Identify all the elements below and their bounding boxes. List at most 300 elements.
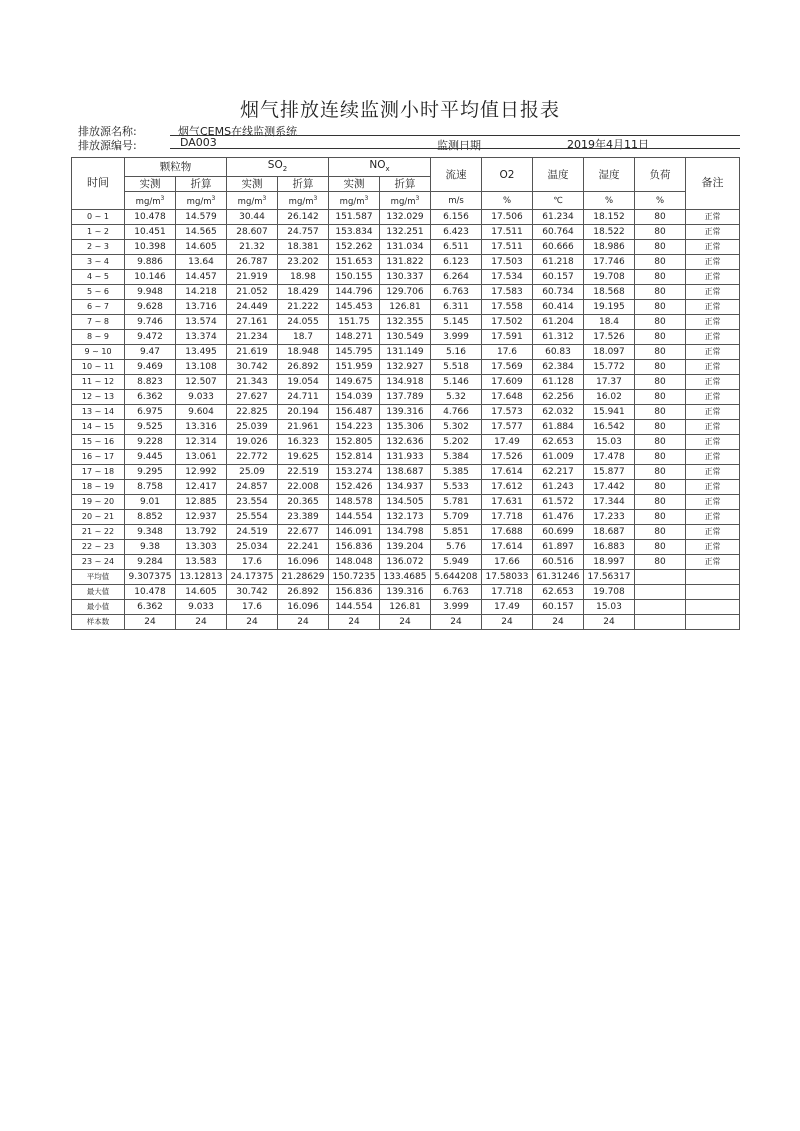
table-cell: 17.66: [482, 554, 533, 569]
table-cell: 9.01: [125, 494, 176, 509]
table-cell: 154.223: [329, 419, 380, 434]
table-row: [72, 479, 740, 494]
table-cell: 138.687: [380, 464, 431, 479]
table-cell: 80: [635, 509, 686, 524]
table-cell: 16.096: [278, 599, 329, 614]
table-cell: 130.337: [380, 269, 431, 284]
table-cell: 9.469: [125, 359, 176, 374]
table-cell: 24.519: [227, 524, 278, 539]
table-cell: 14.605: [176, 584, 227, 599]
unit-o2: %: [482, 192, 533, 210]
table-cell: 9.295: [125, 464, 176, 479]
table-cell: 144.554: [329, 509, 380, 524]
table-cell: 61.572: [533, 494, 584, 509]
table-cell: 80: [635, 224, 686, 239]
table-cell: 9.228: [125, 434, 176, 449]
stat-row: [72, 614, 740, 629]
table-cell: 80: [635, 344, 686, 359]
stat-row: [72, 599, 740, 614]
table-cell: 156.836: [329, 584, 380, 599]
header-so2-converted: 折算: [278, 177, 329, 192]
table-cell: 80: [635, 209, 686, 224]
table-cell: 24: [584, 614, 635, 629]
table-cell: 正常: [686, 539, 740, 554]
table-cell: 60.83: [533, 344, 584, 359]
table-row-label: 22 ~ 23: [72, 539, 125, 554]
table-cell: 21.28629: [278, 569, 329, 584]
table-cell: 146.091: [329, 524, 380, 539]
table-cell: 22.519: [278, 464, 329, 479]
table-cell: 17.478: [584, 449, 635, 464]
table-cell: 27.161: [227, 314, 278, 329]
table-cell: 18.097: [584, 344, 635, 359]
table-cell: 152.805: [329, 434, 380, 449]
table-cell: [686, 599, 740, 614]
stat-row-label: 样本数: [72, 614, 125, 629]
stat-row: [72, 584, 740, 599]
unit-nox-converted: $mg/m^3$: [380, 192, 431, 210]
table-cell: 17.631: [482, 494, 533, 509]
table-cell: 正常: [686, 359, 740, 374]
table-cell: 9.284: [125, 554, 176, 569]
header-particulate: 颗粒物: [125, 158, 227, 177]
table-cell: 12.314: [176, 434, 227, 449]
table-row-label: 10 ~ 11: [72, 359, 125, 374]
table-cell: 133.4685: [380, 569, 431, 584]
table-row-label: 1 ~ 2: [72, 224, 125, 239]
table-cell: 131.149: [380, 344, 431, 359]
source-name-value: 烟气CEMS在线监测系统: [178, 125, 298, 138]
table-cell: 61.243: [533, 479, 584, 494]
table-row-label: 21 ~ 22: [72, 524, 125, 539]
table-cell: 5.202: [431, 434, 482, 449]
table-cell: 62.256: [533, 389, 584, 404]
table-cell: 6.123: [431, 254, 482, 269]
table-cell: 5.949: [431, 554, 482, 569]
table-row-label: 15 ~ 16: [72, 434, 125, 449]
table-cell: 13.716: [176, 299, 227, 314]
table-cell: 9.886: [125, 254, 176, 269]
table-cell: 5.709: [431, 509, 482, 524]
source-id-value: DA003: [180, 136, 217, 149]
table-cell: 148.578: [329, 494, 380, 509]
table-cell: 20.194: [278, 404, 329, 419]
table-cell: 6.511: [431, 239, 482, 254]
table-cell: 19.708: [584, 269, 635, 284]
table-cell: 30.742: [227, 359, 278, 374]
table-row-label: 13 ~ 14: [72, 404, 125, 419]
table-cell: 5.385: [431, 464, 482, 479]
table-cell: 17.511: [482, 239, 533, 254]
header-so2: $SO_2$: [227, 158, 329, 177]
table-cell: 6.362: [125, 389, 176, 404]
table-cell: 17.442: [584, 479, 635, 494]
table-cell: 5.145: [431, 314, 482, 329]
table-cell: 13.316: [176, 419, 227, 434]
table-cell: 17.511: [482, 224, 533, 239]
table-cell: 24.757: [278, 224, 329, 239]
table-cell: 61.128: [533, 374, 584, 389]
table-cell: 80: [635, 464, 686, 479]
table-cell: 23.202: [278, 254, 329, 269]
table-cell: 80: [635, 554, 686, 569]
table-cell: 13.583: [176, 554, 227, 569]
table-cell: 24: [329, 614, 380, 629]
table-cell: 24: [125, 614, 176, 629]
table-cell: 8.823: [125, 374, 176, 389]
table-cell: 80: [635, 419, 686, 434]
table-cell: 62.653: [533, 434, 584, 449]
header-nox-measured: 实测: [329, 177, 380, 192]
source-name-underline: [170, 135, 740, 136]
table-cell: 正常: [686, 344, 740, 359]
table-cell: [686, 614, 740, 629]
table-cell: 17.534: [482, 269, 533, 284]
table-cell: 6.311: [431, 299, 482, 314]
table-cell: 6.975: [125, 404, 176, 419]
table-cell: 17.569: [482, 359, 533, 374]
table-cell: 18.381: [278, 239, 329, 254]
table-row: [72, 344, 740, 359]
table-row: [72, 554, 740, 569]
table-cell: 14.218: [176, 284, 227, 299]
table-row-label: 5 ~ 6: [72, 284, 125, 299]
table-cell: 61.31246: [533, 569, 584, 584]
table-cell: 153.274: [329, 464, 380, 479]
table-cell: 80: [635, 539, 686, 554]
table-cell: 25.09: [227, 464, 278, 479]
table-cell: 正常: [686, 209, 740, 224]
table-cell: 6.763: [431, 584, 482, 599]
table-cell: 21.234: [227, 329, 278, 344]
table-cell: 25.034: [227, 539, 278, 554]
table-row-label: 16 ~ 17: [72, 449, 125, 464]
table-cell: 62.384: [533, 359, 584, 374]
table-row: [72, 524, 740, 539]
table-cell: 15.03: [584, 599, 635, 614]
table-cell: 5.533: [431, 479, 482, 494]
table-cell: 134.505: [380, 494, 431, 509]
table-cell: 27.627: [227, 389, 278, 404]
table-cell: 9.348: [125, 524, 176, 539]
table-cell: 25.039: [227, 419, 278, 434]
table-cell: 16.096: [278, 554, 329, 569]
table-row: [72, 359, 740, 374]
table-cell: 150.7235: [329, 569, 380, 584]
table-cell: 12.885: [176, 494, 227, 509]
table-cell: 151.653: [329, 254, 380, 269]
table-cell: 正常: [686, 449, 740, 464]
table-cell: 15.877: [584, 464, 635, 479]
table-row-label: 0 ~ 1: [72, 209, 125, 224]
table-cell: 6.156: [431, 209, 482, 224]
header-time: 时间: [72, 158, 125, 210]
table-cell: 17.37: [584, 374, 635, 389]
date-value: 2019年4月11日: [567, 138, 649, 151]
table-row: [72, 419, 740, 434]
table-row-label: 17 ~ 18: [72, 464, 125, 479]
table-cell: 60.516: [533, 554, 584, 569]
table-cell: 6.264: [431, 269, 482, 284]
unit-temp: ℃: [533, 192, 584, 210]
table-cell: 6.763: [431, 284, 482, 299]
table-cell: 17.648: [482, 389, 533, 404]
table-cell: 17.614: [482, 464, 533, 479]
table-cell: 145.795: [329, 344, 380, 359]
table-cell: 17.49: [482, 434, 533, 449]
table-row: [72, 239, 740, 254]
table-row-label: 12 ~ 13: [72, 389, 125, 404]
table-cell: 23.554: [227, 494, 278, 509]
table-cell: 5.851: [431, 524, 482, 539]
table-cell: 正常: [686, 419, 740, 434]
table-cell: 15.941: [584, 404, 635, 419]
table-row-label: 4 ~ 5: [72, 269, 125, 284]
table-cell: 9.604: [176, 404, 227, 419]
table-cell: 80: [635, 284, 686, 299]
table-cell: 28.607: [227, 224, 278, 239]
table-cell: 80: [635, 299, 686, 314]
table-cell: 26.787: [227, 254, 278, 269]
table-cell: 80: [635, 494, 686, 509]
table-row: [72, 464, 740, 479]
table-cell: 17.526: [584, 329, 635, 344]
table-cell: 24: [227, 614, 278, 629]
table-cell: 151.587: [329, 209, 380, 224]
source-id-label: 排放源编号:: [78, 139, 137, 152]
table-cell: 13.495: [176, 344, 227, 359]
table-cell: 80: [635, 434, 686, 449]
table-cell: 18.7: [278, 329, 329, 344]
unit-humidity: %: [584, 192, 635, 210]
table-cell: 131.933: [380, 449, 431, 464]
table-cell: 30.44: [227, 209, 278, 224]
table-cell: 61.218: [533, 254, 584, 269]
table-cell: 151.75: [329, 314, 380, 329]
table-cell: 3.999: [431, 599, 482, 614]
table-row: [72, 209, 740, 224]
unit-particulate-measured: $mg/m^3$: [125, 192, 176, 210]
table-row-label: 11 ~ 12: [72, 374, 125, 389]
table-cell: 152.426: [329, 479, 380, 494]
table-row-label: 23 ~ 24: [72, 554, 125, 569]
table-cell: 10.478: [125, 584, 176, 599]
table-cell: 80: [635, 329, 686, 344]
table-cell: 9.445: [125, 449, 176, 464]
table-cell: 正常: [686, 479, 740, 494]
table-cell: 144.554: [329, 599, 380, 614]
stat-row-label: 最小值: [72, 599, 125, 614]
table-row: [72, 314, 740, 329]
table-cell: 6.362: [125, 599, 176, 614]
table-row-label: 20 ~ 21: [72, 509, 125, 524]
table-cell: 62.217: [533, 464, 584, 479]
id-date-underline: [170, 148, 740, 149]
table-cell: 20.365: [278, 494, 329, 509]
table-cell: [635, 569, 686, 584]
table-cell: [635, 614, 686, 629]
table-cell: 18.986: [584, 239, 635, 254]
table-cell: 13.374: [176, 329, 227, 344]
table-cell: 5.302: [431, 419, 482, 434]
table-cell: 17.344: [584, 494, 635, 509]
table-cell: 18.152: [584, 209, 635, 224]
table-cell: 148.271: [329, 329, 380, 344]
table-cell: 13.64: [176, 254, 227, 269]
table-cell: 17.577: [482, 419, 533, 434]
table-cell: 15.772: [584, 359, 635, 374]
table-cell: 156.487: [329, 404, 380, 419]
table-cell: 21.619: [227, 344, 278, 359]
table-cell: 24.17375: [227, 569, 278, 584]
table-cell: 17.609: [482, 374, 533, 389]
table-cell: 16.542: [584, 419, 635, 434]
table-cell: 17.6: [227, 554, 278, 569]
table-cell: 21.222: [278, 299, 329, 314]
table-cell: 132.355: [380, 314, 431, 329]
table-cell: 14.457: [176, 269, 227, 284]
table-cell: 正常: [686, 314, 740, 329]
table-cell: 60.157: [533, 269, 584, 284]
table-cell: 61.009: [533, 449, 584, 464]
table-cell: 18.568: [584, 284, 635, 299]
table-cell: 24.711: [278, 389, 329, 404]
table-cell: 17.6: [482, 344, 533, 359]
report-title: 烟气排放连续监测小时平均值日报表: [239, 99, 560, 121]
unit-nox-measured: $mg/m^3$: [329, 192, 380, 210]
table-cell: 正常: [686, 554, 740, 569]
table-cell: 17.58033: [482, 569, 533, 584]
table-cell: 24: [533, 614, 584, 629]
table-cell: 9.746: [125, 314, 176, 329]
table-cell: 80: [635, 524, 686, 539]
table-cell: 5.384: [431, 449, 482, 464]
table-cell: 正常: [686, 269, 740, 284]
table-row: [72, 404, 740, 419]
table-row-label: 6 ~ 7: [72, 299, 125, 314]
table-cell: 14.579: [176, 209, 227, 224]
table-cell: 13.12813: [176, 569, 227, 584]
table-cell: 9.033: [176, 599, 227, 614]
table-cell: 17.526: [482, 449, 533, 464]
table-row: [72, 509, 740, 524]
table-cell: 5.32: [431, 389, 482, 404]
table-row: [72, 329, 740, 344]
table-cell: 17.591: [482, 329, 533, 344]
table-cell: 8.758: [125, 479, 176, 494]
table-cell: 18.997: [584, 554, 635, 569]
table-cell: 22.772: [227, 449, 278, 464]
table-cell: 80: [635, 374, 686, 389]
table-cell: 148.048: [329, 554, 380, 569]
table-cell: 18.98: [278, 269, 329, 284]
table-cell: 9.948: [125, 284, 176, 299]
table-cell: 60.734: [533, 284, 584, 299]
table-cell: 正常: [686, 299, 740, 314]
table-cell: 17.583: [482, 284, 533, 299]
table-cell: 9.307375: [125, 569, 176, 584]
table-cell: 17.503: [482, 254, 533, 269]
table-cell: 18.948: [278, 344, 329, 359]
table-cell: 10.478: [125, 209, 176, 224]
table-cell: 132.173: [380, 509, 431, 524]
table-cell: 139.204: [380, 539, 431, 554]
table-cell: 10.451: [125, 224, 176, 239]
daily-report-table: [71, 157, 740, 630]
table-row: [72, 269, 740, 284]
header-o2: O2: [482, 158, 533, 192]
table-cell: 17.612: [482, 479, 533, 494]
table-row: [72, 224, 740, 239]
table-cell: 21.052: [227, 284, 278, 299]
table-cell: 15.03: [584, 434, 635, 449]
table-cell: 22.241: [278, 539, 329, 554]
header-temp: 温度: [533, 158, 584, 192]
table-row-label: 8 ~ 9: [72, 329, 125, 344]
table-cell: 正常: [686, 494, 740, 509]
header-remark: 备注: [686, 158, 740, 210]
table-row-label: 19 ~ 20: [72, 494, 125, 509]
table-cell: 134.918: [380, 374, 431, 389]
table-cell: 154.039: [329, 389, 380, 404]
header-nox: $NO_x$: [329, 158, 431, 177]
table-cell: 10.398: [125, 239, 176, 254]
table-cell: 9.033: [176, 389, 227, 404]
table-cell: 139.316: [380, 584, 431, 599]
table-cell: 24: [380, 614, 431, 629]
table-cell: 正常: [686, 389, 740, 404]
table-cell: 134.937: [380, 479, 431, 494]
table-cell: 17.746: [584, 254, 635, 269]
table-cell: 60.764: [533, 224, 584, 239]
table-cell: 24: [278, 614, 329, 629]
table-cell: 13.061: [176, 449, 227, 464]
header-load: 负荷: [635, 158, 686, 192]
table-cell: 13.108: [176, 359, 227, 374]
table-cell: 21.961: [278, 419, 329, 434]
table-cell: 正常: [686, 509, 740, 524]
table-cell: 132.636: [380, 434, 431, 449]
table-cell: 126.81: [380, 299, 431, 314]
stat-row-label: 最大值: [72, 584, 125, 599]
table-cell: 145.453: [329, 299, 380, 314]
header-row-1: [72, 158, 740, 177]
table-cell: 5.781: [431, 494, 482, 509]
table-cell: 24.449: [227, 299, 278, 314]
stat-row-label: 平均值: [72, 569, 125, 584]
table-cell: [686, 569, 740, 584]
table-cell: 17.49: [482, 599, 533, 614]
table-row: [72, 449, 740, 464]
table-cell: 17.573: [482, 404, 533, 419]
header-nox-converted: 折算: [380, 177, 431, 192]
table-cell: 132.029: [380, 209, 431, 224]
table-cell: 129.706: [380, 284, 431, 299]
table-cell: 19.195: [584, 299, 635, 314]
header-flow: 流速: [431, 158, 482, 192]
table-cell: 25.554: [227, 509, 278, 524]
table-cell: 60.157: [533, 599, 584, 614]
table-cell: 18.429: [278, 284, 329, 299]
table-cell: [686, 584, 740, 599]
table-cell: 61.234: [533, 209, 584, 224]
table-cell: 9.472: [125, 329, 176, 344]
table-cell: 12.507: [176, 374, 227, 389]
table-cell: 正常: [686, 434, 740, 449]
table-cell: 80: [635, 404, 686, 419]
table-cell: 正常: [686, 524, 740, 539]
header-so2-measured: 实测: [227, 177, 278, 192]
